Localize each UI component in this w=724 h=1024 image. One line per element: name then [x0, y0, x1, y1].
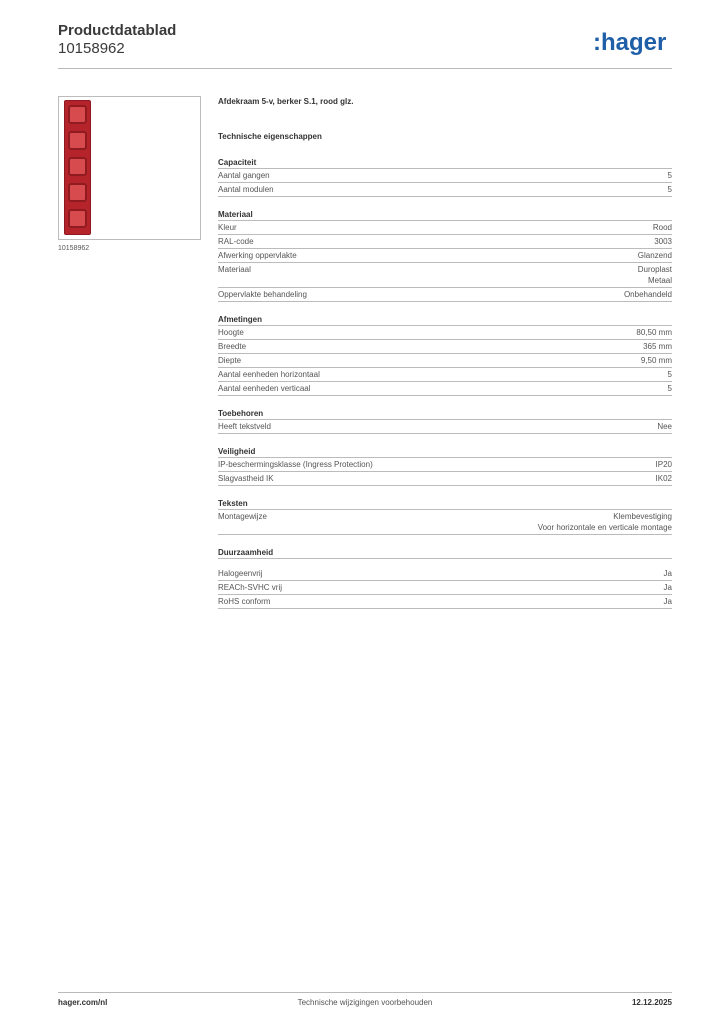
cover-frame-image [64, 100, 91, 235]
frame-opening [68, 157, 87, 176]
spec-value [624, 289, 672, 300]
spec-value-line: Nee [657, 422, 672, 431]
section-title: Duurzaamheid [218, 547, 672, 559]
spec-label: Kleur [218, 223, 237, 232]
spec-label: Hoogte [218, 328, 244, 337]
spec-value-line: Rood [652, 223, 672, 232]
spec-label: Aantal eenheden horizontaal [218, 370, 320, 379]
spec-row [218, 169, 672, 183]
footer-divider [58, 992, 672, 993]
product-number: 10158962 [58, 40, 125, 57]
frame-opening [68, 183, 87, 202]
spec-label: Afwerking oppervlakte [218, 251, 297, 260]
spec-label: RAL-code [218, 237, 254, 246]
spec-row [218, 472, 672, 486]
frame-opening [68, 209, 87, 228]
spec-value-line: 5 [667, 171, 672, 180]
spec-row [218, 263, 672, 288]
spec-value-line: Klembevestiging [613, 512, 672, 521]
spec-value [653, 222, 672, 233]
spec-row [218, 581, 672, 595]
spec-value [657, 421, 672, 432]
spec-row [218, 326, 672, 340]
spec-row [218, 420, 672, 434]
section-title: Veiligheid [218, 446, 672, 458]
spec-value [668, 170, 672, 181]
section-title: Afmetingen [218, 314, 672, 326]
product-name: Afdekraam 5-v, berker S.1, rood glz. [218, 97, 354, 106]
spec-row [218, 567, 672, 581]
spec-value-line: IP20 [655, 460, 672, 469]
spec-row [218, 510, 672, 535]
spec-section [218, 446, 672, 486]
section-title: Capaciteit [218, 157, 672, 169]
spec-value [636, 327, 672, 338]
footer-date: 12.12.2025 [631, 998, 672, 1007]
spec-row [218, 368, 672, 382]
spec-row [218, 249, 672, 263]
spec-row [218, 382, 672, 396]
spec-value [538, 511, 672, 533]
logo-text: :hager [593, 29, 667, 56]
spec-value-line: Voor horizontale en verticale montage [537, 523, 672, 532]
spec-value [664, 596, 672, 607]
spec-label: RoHS conform [218, 597, 271, 606]
spec-row [218, 235, 672, 249]
section-title: Materiaal [218, 209, 672, 221]
spec-section [218, 209, 672, 302]
spec-value [668, 383, 672, 394]
section-title: Teksten [218, 498, 672, 510]
spec-row [218, 183, 672, 197]
spec-row [218, 221, 672, 235]
document-title: Productdatablad [58, 22, 177, 39]
spec-row [218, 458, 672, 472]
spec-value-line: Glanzend [637, 251, 672, 260]
spec-row [218, 595, 672, 609]
spec-section [218, 547, 672, 609]
spec-value-line: 3003 [654, 237, 672, 246]
spec-value-line: Duroplast [637, 265, 672, 274]
product-details [218, 96, 672, 609]
spec-section [218, 498, 672, 535]
spec-value [638, 250, 672, 261]
spec-label: REACh-SVHC vrij [218, 583, 283, 592]
spec-value-line: 5 [667, 185, 672, 194]
spec-value-line: 9,50 mm [640, 356, 672, 365]
spec-value [664, 582, 672, 593]
spec-value-line: Metaal [647, 276, 672, 285]
spec-value [668, 369, 672, 380]
spec-label: Aantal modulen [218, 185, 274, 194]
spec-value [641, 355, 672, 366]
spec-label: IP-beschermingsklasse (Ingress Protection) [218, 460, 373, 469]
image-caption: 10158962 [58, 245, 90, 252]
spec-value-line: 5 [667, 384, 672, 393]
spec-value-line: Ja [663, 597, 672, 606]
spec-label: Oppervlakte behandeling [218, 290, 307, 299]
spec-section [218, 314, 672, 396]
spec-section [218, 408, 672, 434]
spec-section [218, 157, 672, 197]
spec-value-line: Ja [663, 583, 672, 592]
spec-value [638, 264, 672, 286]
product-image [58, 96, 201, 240]
frame-opening [68, 131, 87, 150]
spec-row [218, 288, 672, 302]
spec-value-line: 80,50 mm [636, 328, 672, 337]
spec-label: Slagvastheid IK [218, 474, 274, 483]
section-title: Toebehoren [218, 408, 672, 420]
footer-disclaimer: Technische wijzigingen voorbehouden [297, 998, 433, 1007]
frame-opening [68, 105, 87, 124]
spec-label: Aantal gangen [218, 171, 270, 180]
spec-value [668, 184, 672, 195]
spec-sections [218, 157, 672, 609]
spec-value [643, 341, 672, 352]
spec-row [218, 340, 672, 354]
spec-label: Materiaal [218, 265, 251, 274]
spec-label: Montagewijze [218, 512, 267, 521]
tech-heading: Technische eigenschappen [218, 132, 322, 141]
spec-label: Halogeenvrij [218, 569, 263, 578]
spec-value-line: Onbehandeld [623, 290, 672, 299]
footer-website[interactable]: hager.com/nl [58, 998, 108, 1007]
spec-value-line: IK02 [655, 474, 672, 483]
spec-label: Aantal eenheden verticaal [218, 384, 311, 393]
spec-value [656, 459, 672, 470]
page-footer [58, 992, 672, 1022]
spec-label: Heeft tekstveld [218, 422, 271, 431]
header-divider [58, 68, 672, 69]
spec-value [654, 236, 672, 247]
spec-label: Breedte [218, 342, 247, 351]
spec-value-line: 5 [667, 370, 672, 379]
spec-label: Diepte [218, 356, 242, 365]
spec-value-line: 365 mm [643, 342, 672, 351]
spec-row [218, 354, 672, 368]
spec-value [656, 473, 672, 484]
spec-value-line: Ja [663, 569, 672, 578]
spec-value [664, 568, 672, 579]
hager-logo [593, 28, 675, 56]
